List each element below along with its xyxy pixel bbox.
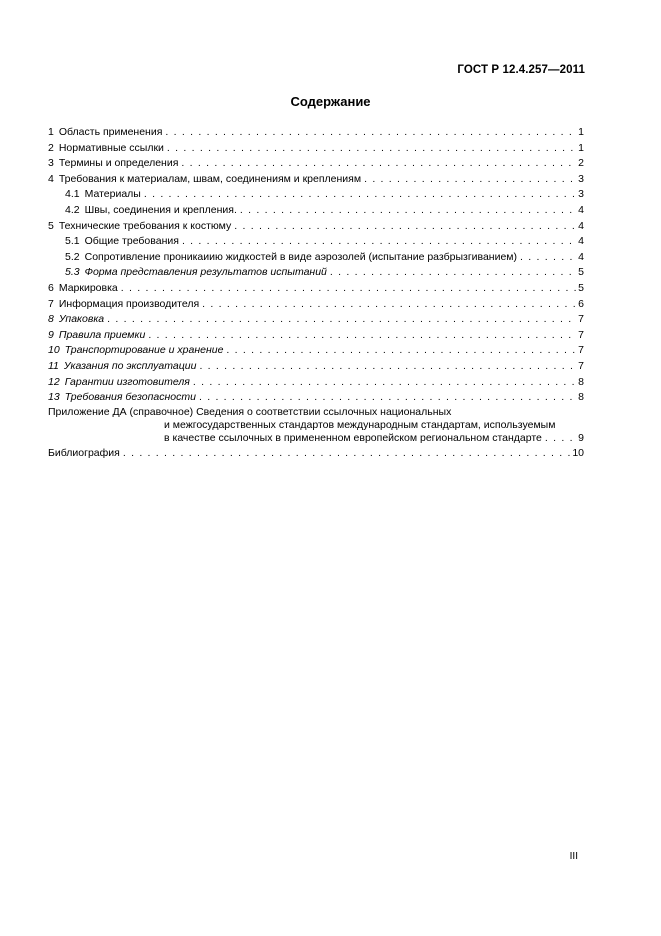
toc-entry-number: 5 xyxy=(48,219,54,232)
toc-title: Содержание xyxy=(290,94,371,109)
toc-entry-page: 2 xyxy=(578,157,584,170)
toc-entry-label xyxy=(48,359,196,375)
leader-dots xyxy=(520,250,576,266)
toc-entry[interactable] xyxy=(48,234,584,250)
appendix-line-2: и межгосударственных стандартов международным стандартам, используемым xyxy=(164,418,556,431)
toc-entry-number: 3 xyxy=(48,157,54,170)
table-of-contents xyxy=(48,125,584,461)
toc-entry-text: Форма представления результатов испытаний xyxy=(84,266,327,279)
leader-dots xyxy=(107,312,576,328)
toc-entry[interactable] xyxy=(48,219,584,235)
toc-entry-label xyxy=(48,125,162,141)
leader-dots xyxy=(181,156,576,172)
toc-entry-page: 8 xyxy=(578,391,584,404)
toc-entry-label xyxy=(65,187,141,203)
toc-entry-text: Технические требования к костюму xyxy=(58,219,232,232)
toc-entry[interactable] xyxy=(48,203,584,219)
toc-entry-label xyxy=(48,343,223,359)
leader-dots xyxy=(234,219,576,235)
toc-entry[interactable] xyxy=(48,141,584,157)
toc-entry-page: 8 xyxy=(578,375,584,388)
toc-entry-text: Гарантии изготовителя xyxy=(64,375,190,388)
toc-entry-number: 2 xyxy=(48,141,54,154)
toc-entry-text: Требования к материалам, швам, соединениям и креплениям xyxy=(58,172,362,185)
toc-entry[interactable] xyxy=(48,281,584,297)
toc-entry-text: Маркировка xyxy=(58,281,118,294)
toc-appendix-entry[interactable] xyxy=(48,406,584,446)
bibliography-page: 10 xyxy=(572,446,584,459)
toc-entry[interactable] xyxy=(48,328,584,344)
toc-entry[interactable] xyxy=(48,156,584,172)
toc-entry-page: 6 xyxy=(578,297,584,310)
toc-entry-page: 1 xyxy=(578,141,584,154)
document-code: ГОСТ Р 12.4.257—2011 xyxy=(457,64,585,76)
toc-entry-label xyxy=(48,390,196,406)
toc-entry-label xyxy=(65,234,179,250)
toc-entry-page: 7 xyxy=(578,359,584,372)
leader-dots xyxy=(545,432,576,445)
toc-entry[interactable] xyxy=(48,375,584,391)
leader-dots xyxy=(240,203,576,219)
toc-entry-label xyxy=(48,219,231,235)
toc-entry-label xyxy=(48,328,145,344)
toc-entry[interactable] xyxy=(48,359,584,375)
toc-entry-page: 5 xyxy=(578,281,584,294)
toc-entry-label xyxy=(48,375,190,391)
toc-entry-label xyxy=(65,203,237,219)
page-number: III xyxy=(569,851,578,862)
toc-bibliography-entry[interactable] xyxy=(48,446,584,462)
toc-entry-page: 7 xyxy=(578,313,584,326)
toc-entry-number: 4.1 xyxy=(65,188,80,201)
toc-entry-number: 5.2 xyxy=(65,250,80,263)
toc-entry-number: 10 xyxy=(48,344,60,357)
toc-entry-text: Требования безопасности xyxy=(64,391,196,404)
toc-entry[interactable] xyxy=(48,343,584,359)
toc-entry-text: Транспортирование и хранение xyxy=(64,344,224,357)
leader-dots xyxy=(121,281,576,297)
leader-dots xyxy=(199,359,576,375)
toc-entry[interactable] xyxy=(48,312,584,328)
leader-dots xyxy=(193,375,576,391)
appendix-line-3-row xyxy=(48,432,584,445)
toc-entry-number: 6 xyxy=(48,281,54,294)
leader-dots xyxy=(123,446,570,462)
toc-entry-page: 7 xyxy=(578,344,584,357)
toc-entry-page: 3 xyxy=(578,172,584,185)
toc-entry-text: Упаковка xyxy=(58,313,105,326)
toc-entry-text: Информация производителя xyxy=(58,297,200,310)
toc-entry[interactable] xyxy=(48,172,584,188)
toc-entry-page: 7 xyxy=(578,328,584,341)
toc-entry-label xyxy=(48,281,118,297)
toc-entry-number: 12 xyxy=(48,375,60,388)
toc-entries xyxy=(48,125,584,406)
leader-dots xyxy=(182,234,576,250)
toc-entry-text: Общие требования xyxy=(84,235,179,248)
leader-dots xyxy=(199,390,576,406)
toc-entry-number: 1 xyxy=(48,126,54,138)
leader-dots xyxy=(144,187,576,203)
toc-entry-text: Материалы xyxy=(84,188,141,201)
toc-entry-number: 4.2 xyxy=(65,203,80,216)
toc-entry-label xyxy=(65,265,327,281)
toc-entry-number: 5.3 xyxy=(65,266,80,279)
leader-dots xyxy=(148,328,576,344)
toc-entry-page: 5 xyxy=(578,266,584,279)
toc-entry-number: 11 xyxy=(48,359,59,372)
toc-entry-page: 4 xyxy=(578,219,584,232)
toc-entry[interactable] xyxy=(48,250,584,266)
toc-entry-page: 3 xyxy=(578,188,584,201)
toc-entry-text: Швы, соединения и крепления. xyxy=(84,203,237,216)
toc-entry-page: 4 xyxy=(578,203,584,216)
toc-entry-number: 5.1 xyxy=(65,235,80,248)
leader-dots xyxy=(165,125,576,141)
toc-entry-number: 9 xyxy=(48,328,54,341)
toc-entry-number: 4 xyxy=(48,172,54,185)
appendix-line-1: Приложение ДА (справочное) Сведения о соответствии ссылочных национальных xyxy=(48,405,452,418)
toc-entry-text: Правила приемки xyxy=(58,328,146,341)
toc-entry-label xyxy=(48,156,178,172)
toc-entry[interactable] xyxy=(48,187,584,203)
toc-entry-label xyxy=(48,172,361,188)
toc-entry-label xyxy=(65,250,517,266)
toc-entry-page: 4 xyxy=(578,235,584,248)
leader-dots xyxy=(202,297,576,313)
toc-entry-label xyxy=(48,312,104,328)
toc-entry[interactable] xyxy=(48,390,584,406)
toc-entry[interactable] xyxy=(48,265,584,281)
toc-entry-text: Область применения xyxy=(58,126,163,138)
leader-dots xyxy=(364,172,576,188)
appendix-line-3: в качестве ссылочных в примененном европейском региональном стандарте xyxy=(164,432,542,445)
toc-entry-number: 13 xyxy=(48,391,60,404)
toc-entry-page: 4 xyxy=(578,250,584,263)
toc-entry-text: Термины и определения xyxy=(58,157,179,170)
toc-entry-label xyxy=(48,297,199,313)
toc-entry-text: Указания по эксплуатации xyxy=(63,359,197,372)
toc-entry[interactable] xyxy=(48,125,584,141)
toc-entry-page: 1 xyxy=(578,126,584,138)
toc-entry[interactable] xyxy=(48,297,584,313)
leader-dots xyxy=(167,141,576,157)
toc-entry-label xyxy=(48,141,164,157)
toc-entry-text: Нормативные ссылки xyxy=(58,141,164,154)
toc-entry-text: Сопротивление проникаиию жидкостей в виде аэрозолей (испытание разбрызгиванием) xyxy=(84,250,518,263)
leader-dots xyxy=(330,265,576,281)
appendix-page: 9 xyxy=(578,432,584,445)
bibliography-label: Библиография xyxy=(48,446,120,459)
toc-entry-number: 8 xyxy=(48,313,54,326)
leader-dots xyxy=(226,343,576,359)
toc-entry-number: 7 xyxy=(48,297,54,310)
